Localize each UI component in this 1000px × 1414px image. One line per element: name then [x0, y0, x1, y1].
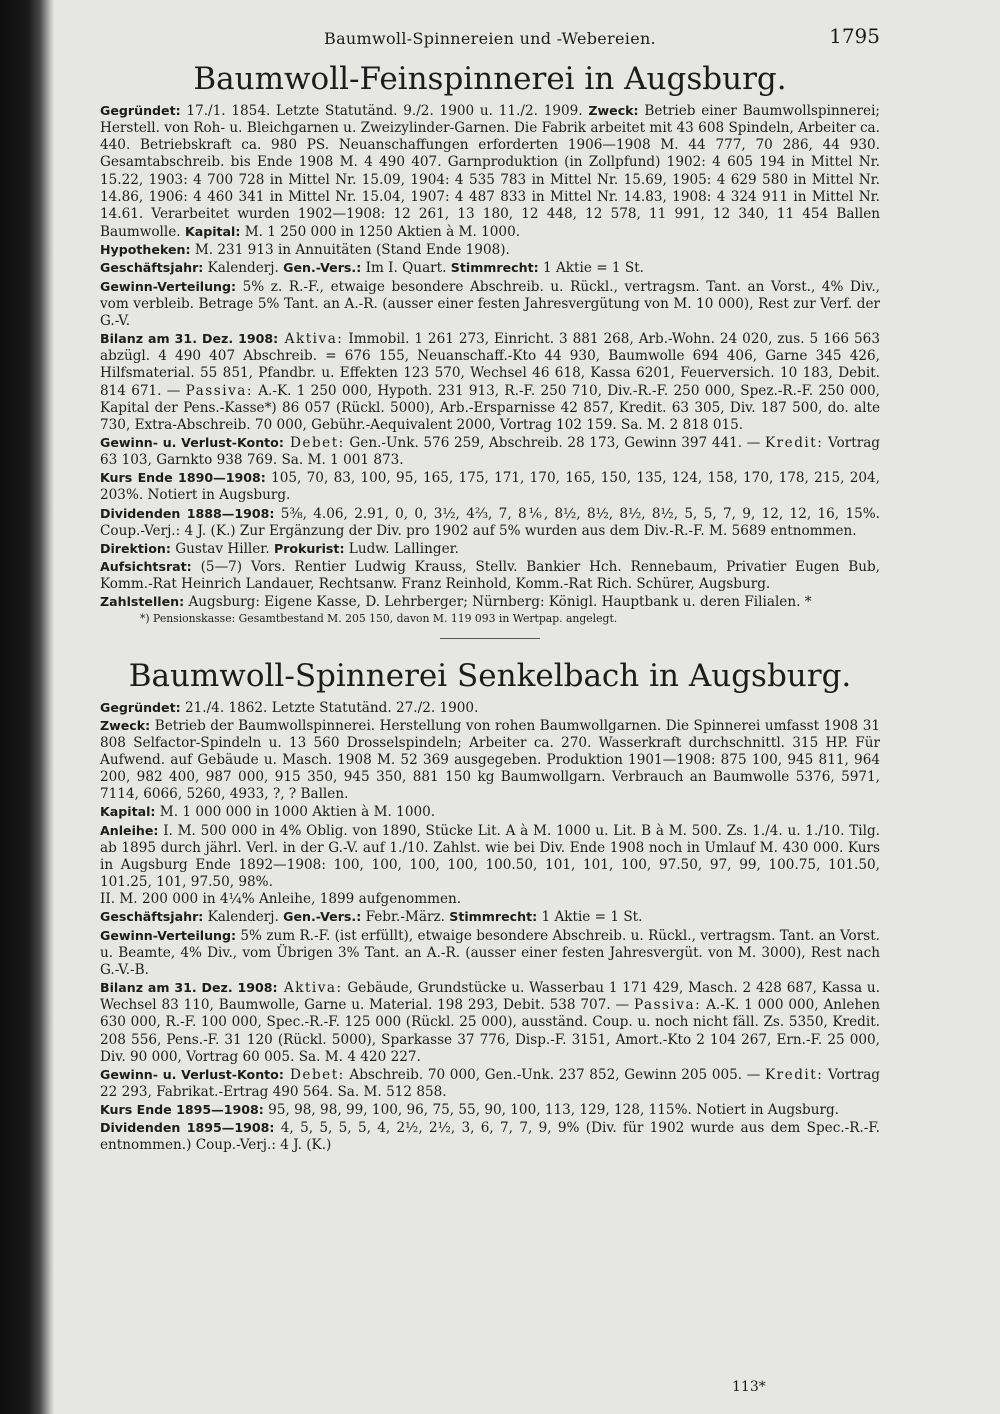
entry-text: 1 Aktie = 1 St.: [537, 909, 643, 926]
field-label: Kapital:: [184, 224, 241, 240]
running-head-title: Baumwoll-Spinnereien und -Webereien.: [324, 29, 656, 48]
document-page: [100, 26, 880, 1155]
section2-body: [100, 699, 880, 1155]
spaced-label: Kredit:: [765, 434, 824, 451]
spaced-label: Kredit:: [765, 1066, 824, 1083]
entry-text: Gen.-Unk. 576 259, Abschreib. 28 173, Gewinn 397 441. —: [344, 434, 766, 451]
entry-text: 21./4. 1862. Letzte Statutänd. 27./2. 1900.: [180, 699, 479, 716]
entry-text: 4, 5, 5, 5, 5, 4, 2½, 2½, 3, 6, 7, 7, 9, 9% (Div. für 1902 wurde aus dem Spec.-R.-F. entnommen.) Coup.-Verj.: 4 J. (K.): [100, 1120, 881, 1154]
field-label: Gewinn-Verteilung:: [100, 278, 237, 294]
field-label: Kapital:: [100, 804, 156, 820]
entry-text: 1 Aktie = 1 St.: [538, 260, 644, 277]
entry-paragraph: [100, 593, 880, 611]
entry-paragraph: [100, 241, 880, 259]
entry-paragraph: [100, 1119, 880, 1154]
page-number: 1795: [829, 24, 880, 48]
spaced-label: Aktiva:: [278, 331, 344, 348]
field-label: Bilanz am 31. Dez. 1908:: [100, 980, 278, 996]
spaced-label: Aktiva:: [277, 980, 343, 997]
field-label: Kurs Ende 1890—1908:: [100, 470, 266, 486]
entry-paragraph: [100, 1101, 880, 1119]
entry-paragraph: [100, 891, 880, 908]
field-label: Aufsichtsrat:: [100, 559, 192, 575]
entry-text: Betrieb einer Baumwollspinnerei; Herstell. von Roh- u. Bleichgarnen u. Zweizylinder-Garnen. Die Fabrik arbeitet mit 43 608 Spindeln, Arbeiter ca. 440. Betriebskraft ca. 980 PS. Neuanschaffungen erforderten 1906—1908 M. 44 777, 70 286, 44 930. Gesamtabschreib. bis Ende 1908 M. 4 490 407. Garnproduktion (in Zollpfund) 1902: 4 605 194 in Mittel Nr. 15.22, 1903: 4 700 728 in Mittel Nr. 15.09, 1904: 4 535 783 in Mittel Nr. 15.69, 1905: 4 629 580 in Mittel Nr. 14.86, 1906: 4 460 341 in Mittel Nr. 15.04, 1907: 4 487 833 in Mittel Nr. 14.83, 1908: 4 324 911 in Mittel Nr. 14.61. Verarbeitet wurden 1902—1908: 12 261, 13 180, 12 448, 12 578, 11 991, 12 340, 11 454 Ballen Baumwolle.: [100, 103, 880, 241]
entry-text: 17./1. 1854. Letzte Statutänd. 9./2. 1900 u. 11./2. 1909.: [180, 103, 589, 119]
entry-text: Immobil. 1 261 273, Einricht. 3 881 268, Arb.-Wohn. 24 020, zus. 5 166 563 abzügl. 4 490 407 Abschreib. = 676 155, Neuanschaff.-Kto 44 930, Baumwolle 694 406, Garne 345 426, Hilfsmaterial. 55 851, Pfandbr. u. Effekten 123 570, Wechsel 46 618, Kassa 6201, Feuerversich. 10 183, Debit. 814 671. —: [100, 331, 880, 399]
entry-text: Gustav Hiller.: [170, 540, 274, 557]
field-label: Zweck:: [588, 103, 639, 118]
field-label: Gewinn- u. Verlust-Konto:: [100, 434, 284, 450]
entry-text: Kalenderj.: [203, 260, 284, 277]
scan-edge-shadow: [0, 0, 54, 1414]
field-label: Gewinn- u. Verlust-Konto:: [100, 1066, 284, 1082]
entry-paragraph: [100, 803, 880, 821]
field-label: Zweck:: [100, 717, 151, 733]
section2-heading: Baumwoll-Spinnerei Senkelbach in Augsburg.: [128, 657, 852, 694]
entry-paragraph: [100, 979, 880, 1066]
entry-text: Gebäude, Grundstücke u. Wasserbau 1 171 429, Masch. 2 428 687, Kassa u. Wechsel 83 110, Baumwolle, Garne u. Material. 198 293, Debit. 538 707. —: [100, 980, 880, 1014]
field-label: Geschäftsjahr:: [100, 909, 204, 925]
entry-text: M. 1 000 000 in 1000 Aktien à M. 1000.: [155, 804, 436, 821]
entry-paragraph: [100, 505, 880, 540]
field-label: Kurs Ende 1895—1908:: [100, 1102, 264, 1118]
spaced-label: Debet:: [283, 1066, 345, 1083]
field-label: Anleihe:: [100, 822, 159, 838]
entry-text: II. M. 200 000 in 4¼% Anleihe, 1899 aufgenommen.: [100, 891, 462, 908]
spaced-label: Passiva:: [633, 997, 702, 1014]
field-label: Dividenden 1888—1908:: [100, 505, 275, 521]
entry-text: Ludw. Lallinger.: [344, 540, 459, 557]
entry-text: Kalenderj.: [203, 909, 284, 926]
field-label: Bilanz am 31. Dez. 1908:: [100, 331, 279, 347]
entry-paragraph: [100, 540, 880, 558]
entry-paragraph: [100, 822, 880, 892]
running-head: [100, 26, 880, 56]
entry-paragraph: [100, 908, 880, 926]
entry-text: M. 231 913 in Annuitäten (Stand Ende 1908).: [190, 242, 510, 259]
spaced-label: Passiva:: [185, 382, 253, 399]
field-label: Gen.-Vers.:: [283, 260, 362, 276]
entry-paragraph: [100, 469, 880, 504]
section-separator: [440, 638, 540, 639]
entry-text: Vortrag 63 103, Garnkto 938 769. Sa. M. 1 001 873.: [100, 434, 880, 469]
section1-footnote: *) Pensionskasse: Gesamtbestand M. 205 150, davon M. 119 093 in Wertpap. angelegt.: [140, 611, 618, 625]
entry-text: 105, 70, 83, 100, 95, 165, 175, 171, 170, 165, 150, 135, 124, 158, 170, 178, 215, 204, 203%. Notiert in Augsburg.: [100, 470, 880, 504]
entry-text: M. 1 250 000 in 1250 Aktien à M. 1000.: [240, 224, 521, 241]
entry-paragraph: [100, 927, 880, 979]
field-label: Gegründet:: [100, 103, 181, 118]
entry-paragraph: [100, 717, 880, 804]
entry-paragraph: [100, 558, 880, 593]
entry-text: A.-K. 1 000 000, Anlehen 630 000, R.-F. 100 000, Spec.-R.-F. 125 000 (Rückl. 25 000), ausständ. Coup. u. noch nicht fäll. Zs. 5350, Kredit. 208 556, Pens.-F. 31 120 (Rückl. 5000), Sparkasse 37 776, Disp.-F. 3151, Amort.-Kto 2 104 267, Ern.-F. 25 000, Div. 90 000, Vortrag 60 005. Sa. M. 4 420 227.: [100, 997, 880, 1065]
entry-text: (5—7) Vors. Rentier Ludwig Krauss, Stellv. Bankier Hch. Rennebaum, Privatier Eugen Bub, Komm.-Rat Heinrich Landauer, Rechtsanw. Franz Reinhold, Komm.-Rat Rich. Schürer, Augsburg.: [100, 559, 880, 593]
field-label: Hypotheken:: [100, 242, 191, 258]
section1-body: [100, 102, 880, 612]
entry-text: Augsburg: Eigene Kasse, D. Lehrberger; Nürnberg: Königl. Hauptbank u. deren Filialen. *: [184, 594, 812, 611]
entry-paragraph: [100, 330, 880, 434]
entry-paragraph: [100, 1066, 880, 1101]
field-label: Prokurist:: [273, 540, 345, 556]
entry-text: Im I. Quart.: [361, 260, 451, 277]
entry-paragraph: [100, 699, 880, 717]
field-label: Stimmrecht:: [450, 260, 539, 276]
entry-text: I. M. 500 000 in 4% Oblig. von 1890, Stücke Lit. A à M. 1000 u. Lit. B à M. 500. Zs. 1./4. u. 1./10. Tilg. ab 1895 durch jährl. Verl. in der G.-V. auf 1./10. Zahlst. wie bei Div. Ende 1908 noch in Umlauf M. 430 000. Kurs in Augsburg Ende 1892—1908: 100, 100, 100, 100, 100.50, 101, 101, 100, 97.50, 97, 99, 100.75, 101.50, 101.25, 101, 97.50, 98%.: [100, 822, 880, 891]
entry-paragraph: [100, 102, 880, 241]
entry-paragraph: [100, 259, 880, 277]
entry-paragraph: [100, 278, 880, 330]
field-label: Dividenden 1895—1908:: [100, 1120, 275, 1136]
entry-text: 95, 98, 98, 99, 100, 96, 75, 55, 90, 100, 113, 129, 128, 115%. Notiert in Augsburg.: [263, 1102, 839, 1119]
field-label: Direktion:: [100, 540, 171, 556]
entry-text: 5⅜, 4.06, 2.91, 0, 0, 3½, 4⅔, 7, 8⅙, 8½, 8½, 8½, 8½, 5, 5, 7, 9, 12, 12, 16, 15%. Coup.-Verj.: 4 J. (K.) Zur Ergänzung der Div. pro 1902 auf 5% wurden aus dem Div.-R.-F. M. 5689 entnommen.: [100, 505, 880, 539]
entry-text: Febr.-März.: [361, 909, 450, 926]
field-label: Gen.-Vers.:: [283, 909, 362, 925]
entry-text: Betrieb der Baumwollspinnerei. Herstellung von rohen Baumwollgarnen. Die Spinnerei umfasst 1908 31 808 Selfactor-Spindeln u. 13 560 Drosselspindeln; Arbeiter ca. 270. Wasserkraft durchschnittl. 315 HP. Für Aufwend. auf Gebäude u. Masch. 1908 M. 52 369 ausgegeben. Produktion 1901—1908: 875 100, 945 811, 964 200, 982 400, 987 000, 915 350, 945 350, 881 150 kg Baumwollgarn. Verbrauch an Baumwolle 5376, 5971, 7114, 6066, 5260, 4933, ?, ? Ballen.: [100, 717, 880, 803]
spaced-label: Debet:: [283, 434, 345, 451]
field-label: Gewinn-Verteilung:: [100, 927, 237, 943]
section1-heading: Baumwoll-Feinspinnerei in Augsburg.: [193, 61, 787, 97]
entry-text: 5% zum R.-F. (ist erfüllt), etwaige besondere Abschreib. u. Rückl., vertragsm. Tant. an Vorst. u. Beamte, 4% Div., vom Übrigen 3% Tant. an A.-R. (ausser einer festen Jahresvergüt. von M. 3000), Rest nach G.-V.-B.: [100, 927, 880, 978]
field-label: Zahlstellen:: [100, 594, 185, 610]
entry-paragraph: [100, 434, 880, 469]
signature-mark: 113*: [732, 1379, 766, 1395]
entry-text: 5% z. R.-F., etwaige besondere Abschreib. u. Rückl., vertragsm. Tant. an Vorst., 4% Div., vom verbleib. Betrage 5% Tant. an A.-R. (ausser einer festen Jahresvergütung von M. 10 000), Rest zur Verf. der G.-V.: [100, 278, 880, 329]
entry-text: Vortrag 22 293, Fabrikat.-Ertrag 490 564. Sa. M. 512 858.: [100, 1066, 880, 1100]
field-label: Stimmrecht:: [449, 909, 538, 925]
entry-text: Abschreib. 70 000, Gen.-Unk. 237 852, Gewinn 205 005. —: [344, 1066, 766, 1083]
field-label: Gegründet:: [100, 699, 181, 715]
entry-text: A.-K. 1 250 000, Hypoth. 231 913, R.-F. 250 710, Div.-R.-F. 250 000, Spez.-R.-F. 250 000, Kapital der Pens.-Kasse*) 86 057 (Rückl. 5000), Arb.-Ersparnisse 42 857, Kredit. 63 305, Div. 187 500, do. alte 730, Extra-Abschreib. 70 000, Gebühr.-Aequivalent 2000, Vortrag 102 159. Sa. M. 2 818 015.: [100, 382, 880, 433]
field-label: Geschäftsjahr:: [100, 260, 204, 276]
